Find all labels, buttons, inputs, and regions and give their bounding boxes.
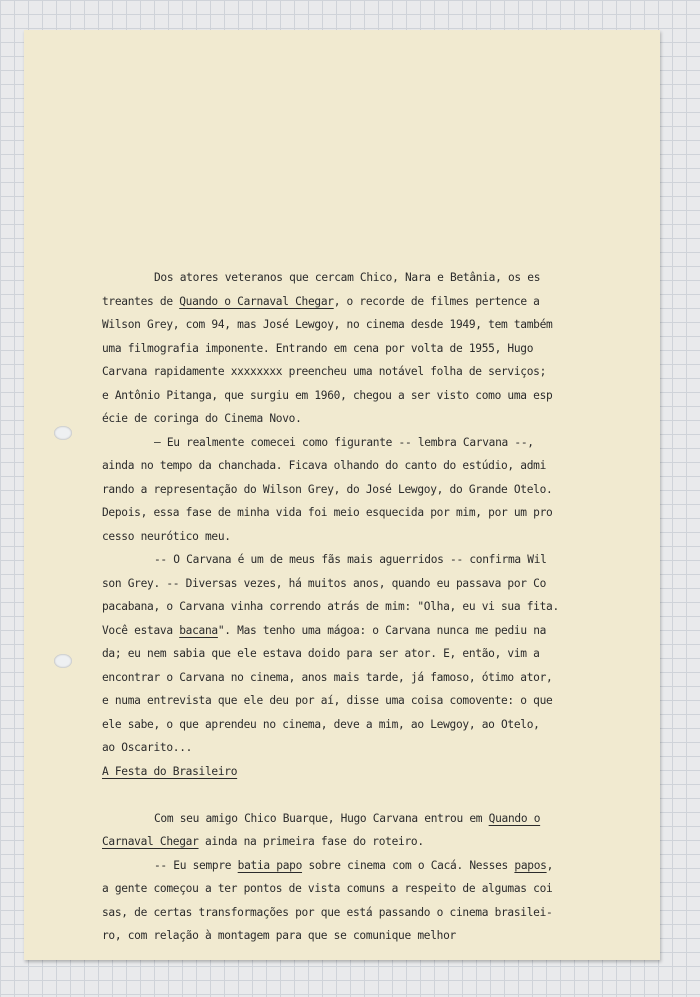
text-line: a gente começou a ter pontos de vista comuns a respeito de algumas coi bbox=[102, 882, 553, 895]
text-line: e Antônio Pitanga, que surgiu em 1960, chegou a ser visto como uma esp bbox=[102, 388, 553, 402]
film-title: Quando o bbox=[488, 811, 541, 825]
paragraph-caca-quote bbox=[102, 854, 612, 948]
text-line: Wilson Grey, com 94, mas José Lewgoy, no cinema desde 1949, tem também bbox=[102, 318, 553, 331]
film-title: Quando o Carnaval Chegar bbox=[179, 294, 334, 308]
text-line: da; eu nem sabia que ele estava doido para ser ator. E, então, vim a bbox=[102, 647, 540, 660]
text-line: ele sabe, o que aprendeu no cinema, deve a mim, ao Lewgoy, ao Otelo, bbox=[102, 717, 540, 731]
text-line: -- O Carvana é um de meus fãs mais aguerridos -- confirma Wil bbox=[154, 553, 547, 566]
text-line: Você estava bbox=[102, 623, 180, 637]
text-line: Depois, essa fase de minha vida foi meio esquecida por mim, por um pro bbox=[102, 506, 553, 519]
paragraph-wilson-grey-quote bbox=[102, 548, 612, 760]
text-line: Com seu amigo Chico Buarque, Hugo Carvana entrou em bbox=[154, 811, 489, 825]
film-title: Carnaval Chegar bbox=[102, 835, 199, 848]
text-line: sobre cinema com o Cacá. Nesses bbox=[302, 858, 515, 872]
underlined-word: bacana bbox=[179, 623, 218, 637]
text-line: sas, de certas transformações por que está passando o cinema brasilei- bbox=[102, 905, 553, 919]
page-text bbox=[102, 266, 612, 948]
text-line: encontrar o Carvana no cinema, anos mais tarde, já famoso, ótimo ator, bbox=[102, 670, 553, 684]
text-line: -- Eu sempre bbox=[154, 858, 238, 872]
punch-hole bbox=[54, 654, 72, 668]
text-line: son Grey. -- Diversas vezes, há muitos anos, quando eu passava por Co bbox=[102, 576, 547, 590]
text-line: cesso neurótico meu. bbox=[102, 529, 231, 543]
paragraph-chico-buarque bbox=[102, 807, 612, 854]
text-line: ". Mas tenho uma mágoa: o Carvana nunca me pediu na bbox=[217, 623, 547, 637]
punch-hole bbox=[54, 426, 72, 440]
text-line: treantes de bbox=[102, 294, 180, 308]
paragraph-carvana-quote bbox=[102, 431, 612, 549]
text-line: Dos atores veteranos que cercam Chico, Nara e Betânia, os es bbox=[154, 271, 541, 284]
text-line: e numa entrevista que ele deu por aí, disse uma coisa comovente: o que bbox=[102, 694, 553, 707]
text-line: , bbox=[546, 858, 554, 872]
text-line: , o recorde de filmes pertence a bbox=[333, 294, 540, 308]
text-line: — Eu realmente comecei como figurante -- lembra Carvana --, bbox=[154, 435, 534, 449]
underlined-word: papos bbox=[514, 858, 547, 872]
text-line: ao Oscarito... bbox=[102, 741, 193, 754]
text-line: Carvana rapidamente xxxxxxxx preencheu uma notável folha de serviços; bbox=[102, 365, 547, 378]
text-line: écie de coringa do Cinema Novo. bbox=[102, 412, 302, 425]
text-line: pacabana, o Carvana vinha correndo atrás de mim: "Olha, eu vi sua fita. bbox=[102, 600, 559, 613]
typewritten-page bbox=[24, 30, 660, 960]
text-line: uma filmografia imponente. Entrando em cena por volta de 1955, Hugo bbox=[102, 341, 534, 355]
text-line: ainda no tempo da chanchada. Ficava olhando do canto do estúdio, admi bbox=[102, 459, 547, 472]
underlined-word: batia papo bbox=[237, 858, 303, 872]
text-line: ainda na primeira fase do roteiro. bbox=[198, 835, 424, 848]
paragraph-veteran-actors bbox=[102, 266, 612, 431]
text-line: ro, com relação à montagem para que se comunique melhor bbox=[102, 929, 456, 942]
section-heading: A Festa do Brasileiro bbox=[102, 764, 238, 778]
text-line: rando a representação do Wilson Grey, do José Lewgoy, do Grande Otelo. bbox=[102, 482, 553, 496]
